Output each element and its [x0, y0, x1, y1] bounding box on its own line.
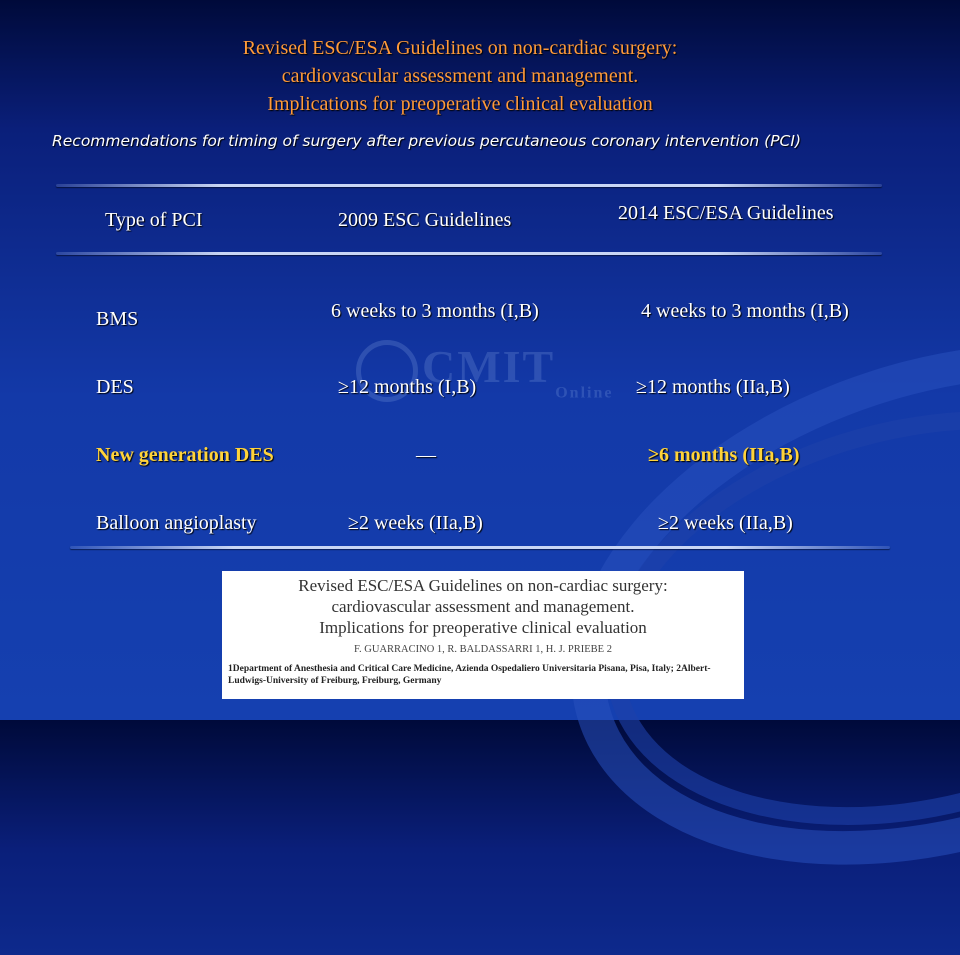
paper-title: [222, 575, 744, 638]
row-bms-type: BMS: [96, 308, 139, 330]
slide-subtitle: Recommendations for timing of surgery after previous percutaneous coronary intervention (PCI): [52, 132, 802, 150]
row-des-2014: ≥12 months (IIa,B): [636, 376, 790, 398]
watermark-subtext: Online: [555, 384, 614, 402]
row-new-gen-des-2009: —: [416, 444, 436, 466]
row-new-gen-des-2014: ≥6 months (IIa,B): [648, 444, 800, 466]
paper-affiliation: 1Department of Anesthesia and Critical Care Medicine, Azienda Ospedaliero Universitaria Pisana, Pisa, Italy; 2Albert-Ludwigs-University of Freiburg, Freiburg, Germany: [228, 664, 711, 686]
row-balloon-2009: ≥2 weeks (IIa,B): [348, 512, 483, 534]
row-new-gen-des-type: New generation DES: [96, 444, 274, 466]
paper-title-line-3: Implications for preoperative clinical evaluation: [319, 618, 647, 637]
header-type-of-pci: Type of PCI: [105, 209, 203, 231]
row-bms-2009: 6 weeks to 3 months (I,B): [331, 300, 539, 322]
row-des-type: DES: [96, 376, 134, 398]
paper-title-line-2: cardiovascular assessment and management.: [331, 597, 635, 616]
table-bottom-rule: [70, 546, 890, 549]
row-balloon-2014: ≥2 weeks (IIa,B): [658, 512, 793, 534]
header-2009-esc: 2009 ESC Guidelines: [338, 209, 512, 231]
title-line-3: Implications for preoperative clinical evaluation: [267, 93, 653, 115]
title-line-2: cardiovascular assessment and management.: [281, 65, 639, 87]
row-balloon-type: Balloon angioplasty: [96, 512, 257, 534]
paper-authors: F. GUARRACINO 1, R. BALDASSARRI 1, H. J. PRIEBE 2: [354, 644, 612, 655]
table-top-rule: [56, 184, 882, 187]
header-2014-esc-esa: 2014 ESC/ESA Guidelines: [618, 202, 834, 224]
slide-title: [0, 34, 920, 118]
title-line-1: Revised ESC/ESA Guidelines on non-cardiac surgery:: [242, 37, 678, 59]
row-des-2009: ≥12 months (I,B): [338, 376, 477, 398]
table-header-rule: [56, 252, 882, 255]
watermark-text: CMIT: [422, 341, 556, 392]
paper-citation-image: [222, 571, 744, 699]
row-bms-2014: 4 weeks to 3 months (I,B): [641, 300, 849, 322]
paper-title-line-1: Revised ESC/ESA Guidelines on non-cardiac surgery:: [298, 576, 668, 595]
